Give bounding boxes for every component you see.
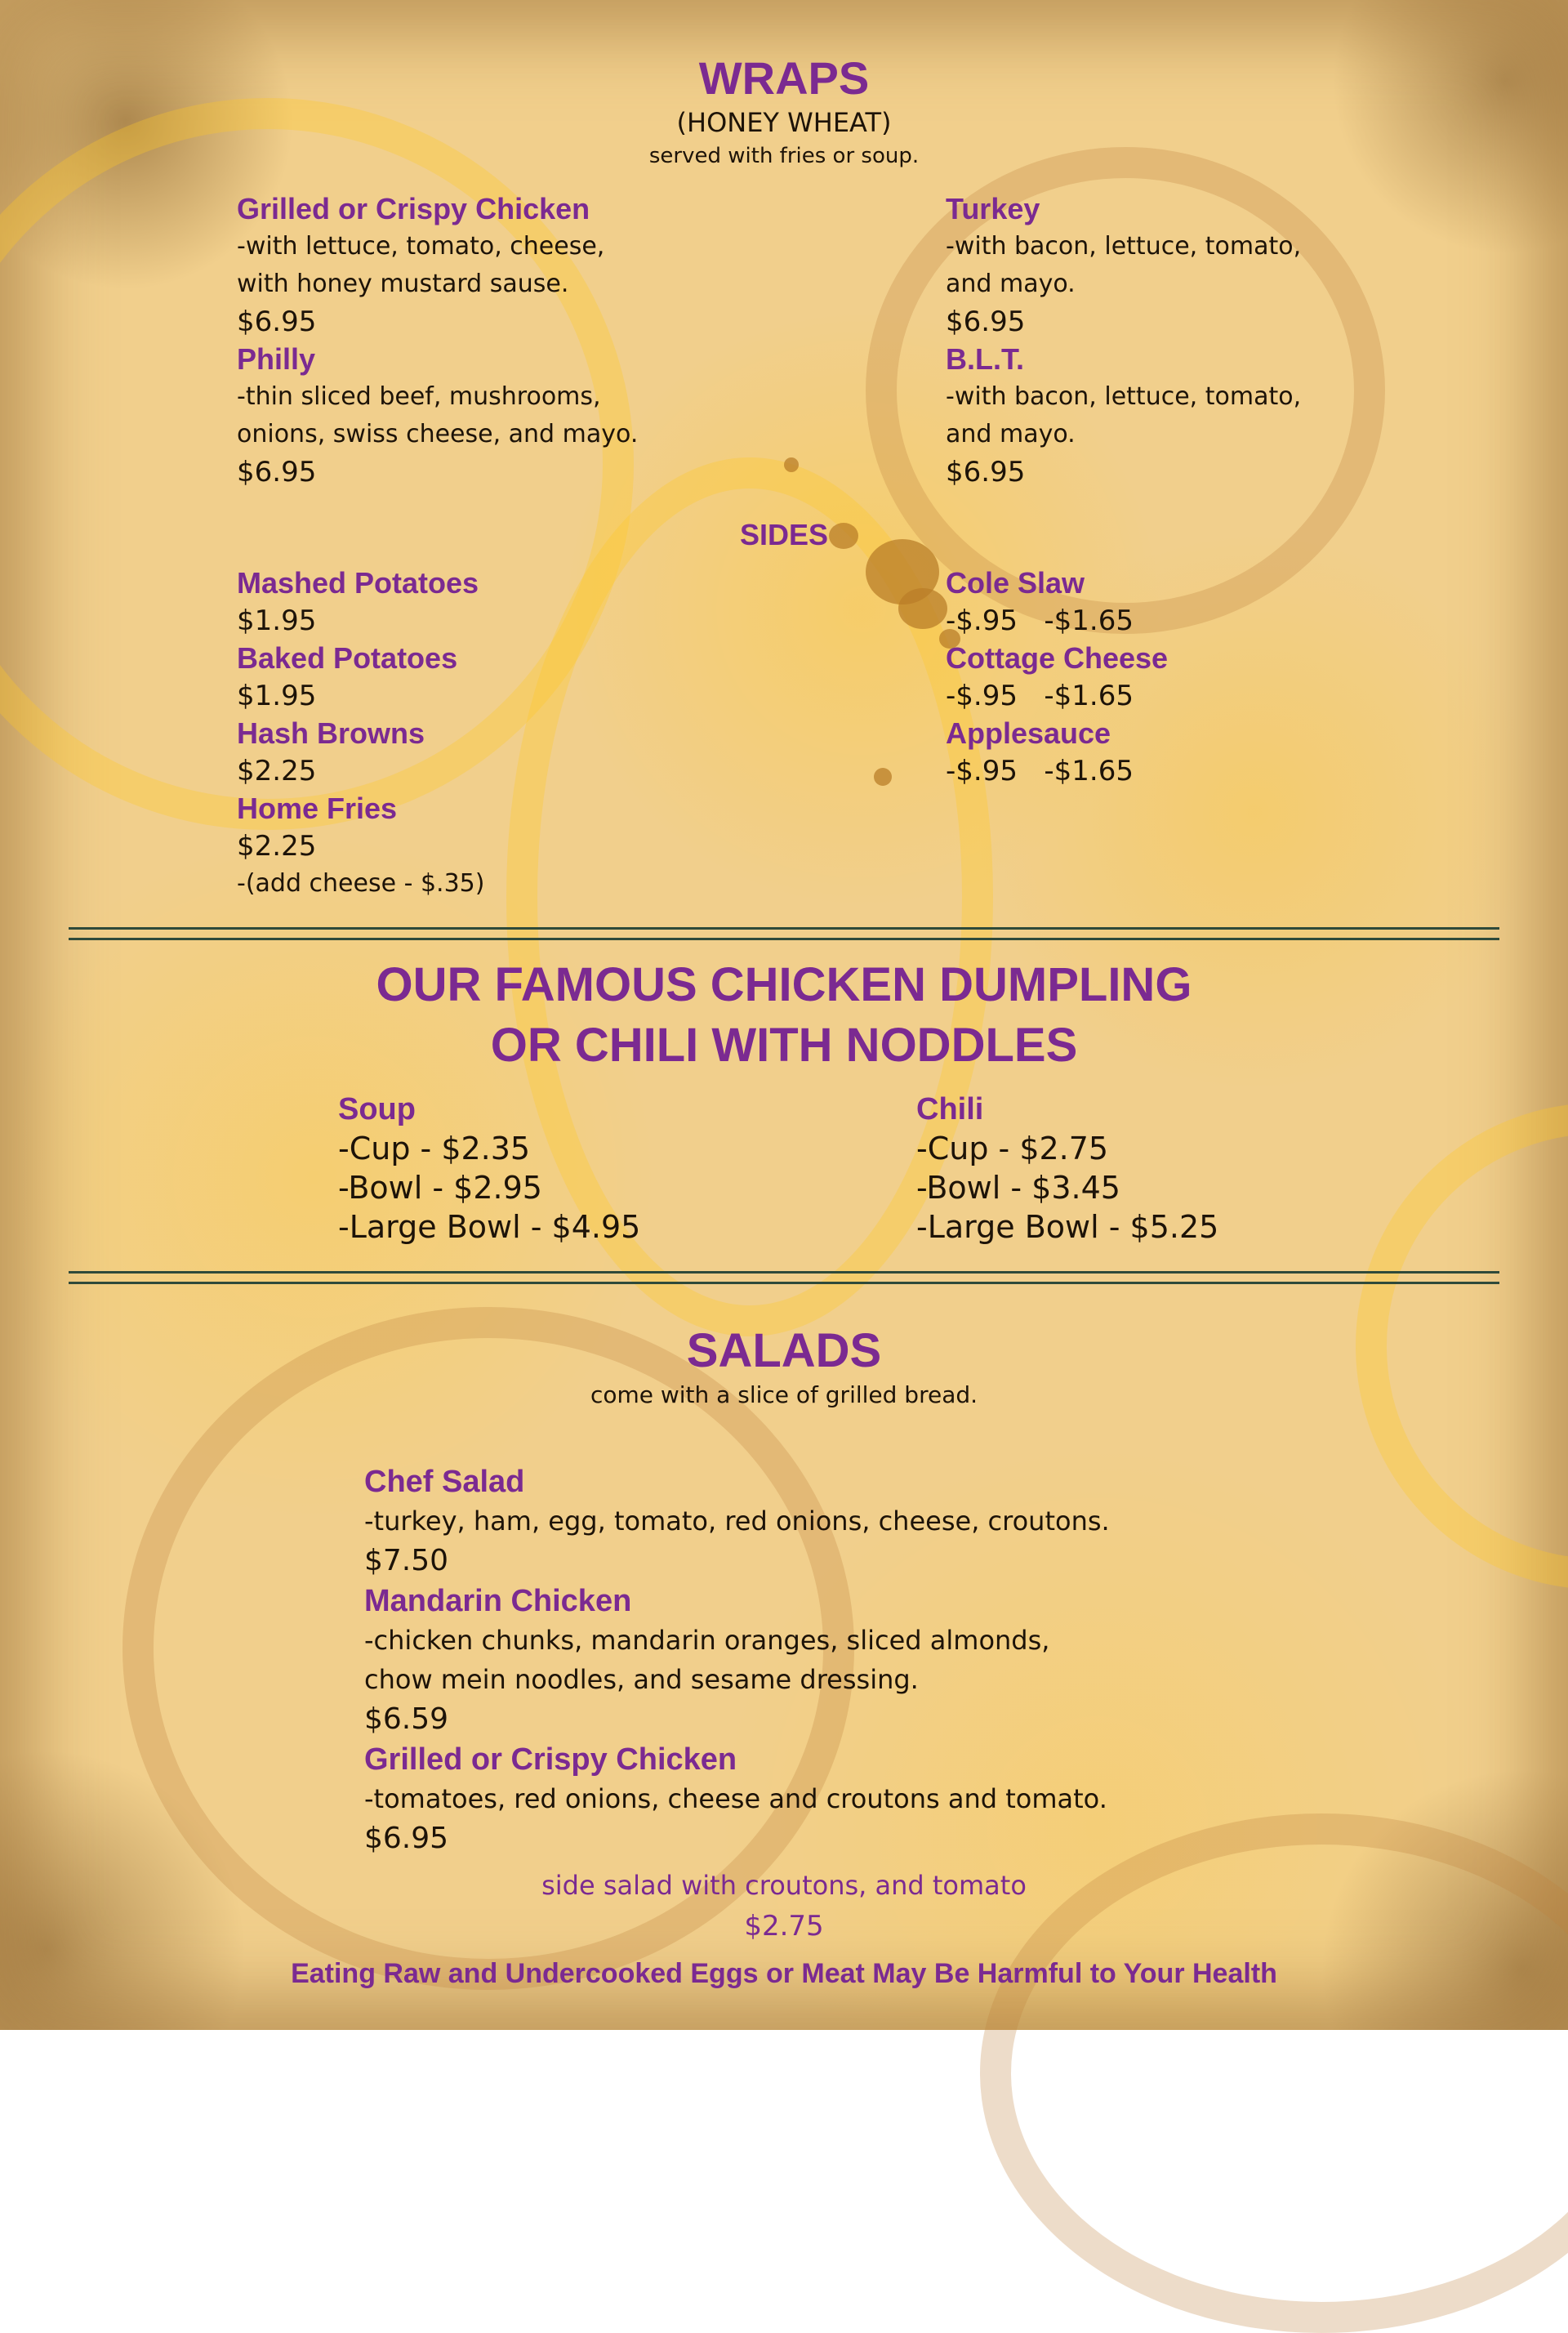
menu-item bbox=[237, 640, 727, 715]
section-divider bbox=[69, 927, 1499, 940]
item-name: Hash Browns bbox=[237, 716, 425, 750]
item-description: -chicken chunks, mandarin oranges, sliced almonds, bbox=[364, 1625, 1050, 1656]
salads-note: come with a slice of grilled bread. bbox=[590, 1381, 978, 1408]
item-price: $2.25 bbox=[237, 830, 317, 863]
item-description: onions, swiss cheese, and mayo. bbox=[237, 420, 639, 448]
item-description: -with bacon, lettuce, tomato, bbox=[946, 232, 1302, 261]
sides-left-column bbox=[237, 564, 727, 903]
menu-item bbox=[364, 1740, 1426, 1859]
item-price: $6.59 bbox=[364, 1702, 449, 1736]
stain-splat bbox=[874, 768, 892, 786]
item-note: -(add cheese - $.35) bbox=[237, 869, 485, 898]
item-price: $1.95 bbox=[237, 680, 317, 712]
item-description: -tomatoes, red onions, cheese and croutons and tomato. bbox=[364, 1783, 1107, 1814]
menu-item bbox=[237, 715, 727, 790]
salads-title: SALADS bbox=[686, 1324, 882, 1377]
wraps-subtitle: (HONEY WHEAT) bbox=[676, 107, 892, 138]
item-name: Turkey bbox=[946, 192, 1040, 225]
chili-size-line: -Cup - $2.75 bbox=[916, 1131, 1109, 1166]
famous-title-line2: OR CHILI WITH NODDLES bbox=[490, 1019, 1078, 1072]
chili-name: Chili bbox=[916, 1092, 984, 1126]
item-price: -$.95 -$1.65 bbox=[946, 604, 1134, 637]
menu-item bbox=[364, 1462, 1426, 1581]
stain-splat bbox=[898, 588, 947, 629]
chili-size-line: -Bowl - $3.45 bbox=[916, 1170, 1120, 1206]
menu-item bbox=[237, 790, 727, 903]
item-name: Cottage Cheese bbox=[946, 641, 1169, 675]
menu-item bbox=[237, 190, 808, 341]
health-warning: Eating Raw and Undercooked Eggs or Meat May Be Harmful to Your Health bbox=[291, 1958, 1277, 1989]
item-price: $6.95 bbox=[237, 306, 317, 338]
item-price: $6.95 bbox=[364, 1822, 449, 1855]
item-price: $6.95 bbox=[946, 306, 1026, 338]
salads-list bbox=[364, 1462, 1426, 1859]
menu-item bbox=[237, 341, 808, 491]
item-description: -turkey, ham, egg, tomato, red onions, cheese, croutons. bbox=[364, 1506, 1110, 1537]
item-description: and mayo. bbox=[946, 270, 1076, 298]
famous-title-line1: OUR FAMOUS CHICKEN DUMPLING bbox=[376, 958, 1192, 1011]
item-price: $6.95 bbox=[946, 456, 1026, 488]
item-name: Chef Salad bbox=[364, 1465, 525, 1499]
sides-title: SIDES bbox=[739, 518, 829, 551]
item-name: Applesauce bbox=[946, 716, 1111, 750]
wraps-note: served with fries or soup. bbox=[648, 144, 920, 168]
item-name: Baked Potatoes bbox=[237, 641, 458, 675]
menu-item bbox=[237, 564, 727, 640]
menu-item bbox=[946, 564, 1436, 640]
item-name: Home Fries bbox=[237, 792, 398, 825]
wraps-left-column bbox=[237, 190, 808, 491]
item-price: -$.95 -$1.65 bbox=[946, 680, 1134, 712]
soup-name: Soup bbox=[338, 1092, 416, 1126]
menu-item bbox=[946, 190, 1452, 341]
item-description: -thin sliced beef, mushrooms, bbox=[237, 382, 601, 411]
soup-size-line: -Large Bowl - $4.95 bbox=[338, 1209, 641, 1245]
item-name: B.L.T. bbox=[946, 342, 1024, 376]
section-divider bbox=[69, 1271, 1499, 1284]
chili-size-line: -Large Bowl - $5.25 bbox=[916, 1209, 1219, 1245]
item-price: -$.95 -$1.65 bbox=[946, 755, 1134, 787]
item-price: $6.95 bbox=[237, 456, 317, 488]
item-description: -with lettuce, tomato, cheese, bbox=[237, 232, 605, 261]
menu-item bbox=[946, 715, 1436, 790]
item-name: Mandarin Chicken bbox=[364, 1584, 632, 1618]
side-salad-price: $2.75 bbox=[744, 1910, 824, 1943]
side-salad-text: side salad with croutons, and tomato bbox=[541, 1870, 1027, 1901]
item-name: Grilled or Crispy Chicken bbox=[237, 192, 590, 225]
item-name: Grilled or Crispy Chicken bbox=[364, 1742, 737, 1777]
chili-column bbox=[916, 1090, 1406, 1247]
soup-size-line: -Bowl - $2.95 bbox=[338, 1170, 542, 1206]
menu-item bbox=[946, 640, 1436, 715]
menu-item bbox=[364, 1581, 1426, 1740]
item-price: $7.50 bbox=[364, 1544, 449, 1577]
soup-column bbox=[338, 1090, 828, 1247]
item-description: -with bacon, lettuce, tomato, bbox=[946, 382, 1302, 411]
item-price: $1.95 bbox=[237, 604, 317, 637]
item-price: $2.25 bbox=[237, 755, 317, 787]
item-description: and mayo. bbox=[946, 420, 1076, 448]
wraps-right-column bbox=[946, 190, 1452, 491]
soup-size-line: -Cup - $2.35 bbox=[338, 1131, 531, 1166]
item-name: Cole Slaw bbox=[946, 566, 1085, 600]
menu-item bbox=[946, 341, 1452, 491]
item-name: Philly bbox=[237, 342, 316, 376]
item-description: chow mein noodles, and sesame dressing. bbox=[364, 1664, 919, 1695]
item-description: with honey mustard sause. bbox=[237, 270, 569, 298]
item-name: Mashed Potatoes bbox=[237, 566, 479, 600]
wraps-title: WRAPS bbox=[698, 52, 870, 104]
sides-right-column bbox=[946, 564, 1436, 790]
